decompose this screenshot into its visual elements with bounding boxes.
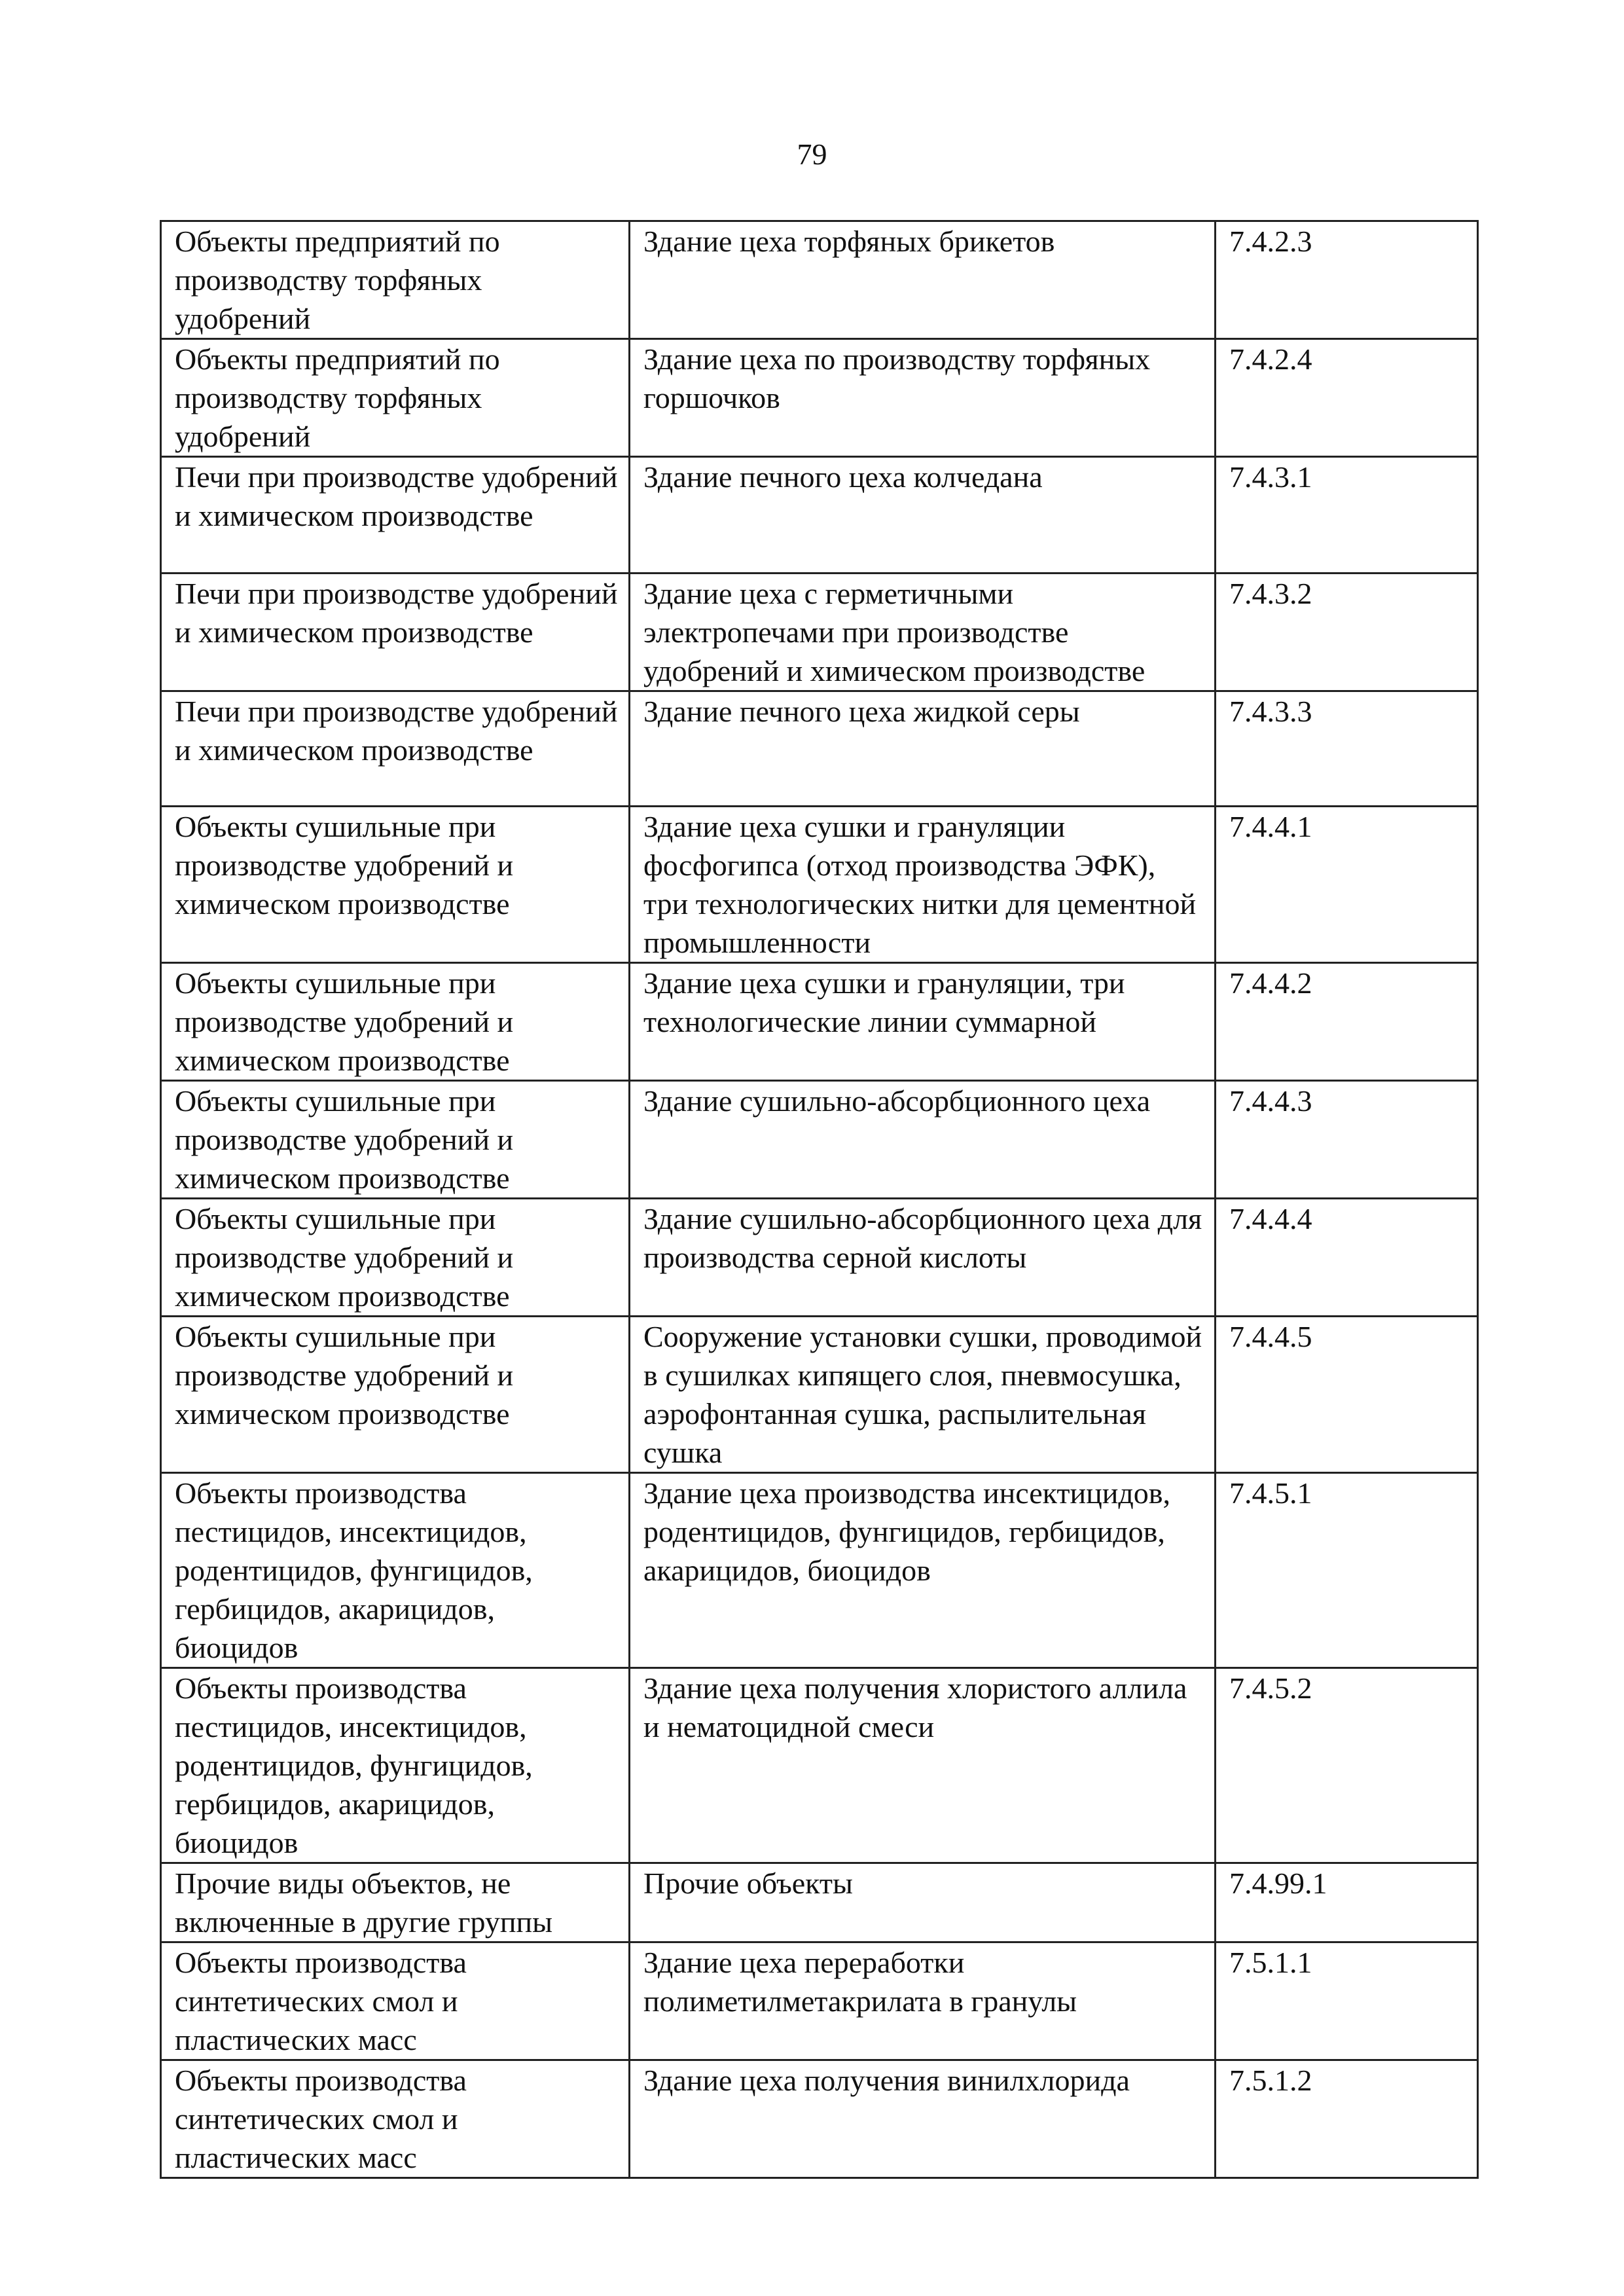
category-cell: Печи при производстве удобрений и химическом производстве bbox=[161, 691, 630, 807]
category-cell: Объекты сушильные при производстве удобрений и химическом производстве bbox=[161, 1317, 630, 1473]
category-cell: Объекты предприятий по производству торфяных удобрений bbox=[161, 221, 630, 339]
code-cell: 7.4.3.2 bbox=[1216, 574, 1478, 691]
table-row bbox=[161, 1863, 1478, 1942]
category-cell: Объекты предприятий по производству торфяных удобрений bbox=[161, 339, 630, 457]
category-cell: Объекты производства синтетических смол и пластических масс bbox=[161, 1942, 630, 2060]
table-row bbox=[161, 457, 1478, 574]
code-cell: 7.4.5.2 bbox=[1216, 1668, 1478, 1863]
code-cell: 7.4.5.1 bbox=[1216, 1473, 1478, 1668]
description-cell: Прочие объекты bbox=[630, 1863, 1216, 1942]
table-row bbox=[161, 691, 1478, 807]
table-row bbox=[161, 339, 1478, 457]
description-cell: Здание цеха сушки и грануляции, три технологические линии суммарной bbox=[630, 963, 1216, 1081]
description-cell: Здание сушильно-абсорбционного цеха bbox=[630, 1081, 1216, 1199]
category-cell: Объекты сушильные при производстве удобрений и химическом производстве bbox=[161, 1199, 630, 1317]
table-row bbox=[161, 1473, 1478, 1668]
category-cell: Объекты сушильные при производстве удобрений и химическом производстве bbox=[161, 1081, 630, 1199]
description-cell: Здание сушильно-абсорбционного цеха для производства серной кислоты bbox=[630, 1199, 1216, 1317]
description-cell: Здание печного цеха колчедана bbox=[630, 457, 1216, 574]
description-cell: Сооружение установки сушки, проводимой в сушилках кипящего слоя, пневмосушка, аэрофонтанная сушка, распылительная сушка bbox=[630, 1317, 1216, 1473]
category-cell: Объекты производства пестицидов, инсектицидов, родентицидов, фунгицидов, гербицидов, акарицидов, биоцидов bbox=[161, 1668, 630, 1863]
description-cell: Здание цеха по производству торфяных горшочков bbox=[630, 339, 1216, 457]
description-cell: Здание цеха сушки и грануляции фосфогипса (отход производства ЭФК), три технологических нитки для цементной промышленности bbox=[630, 807, 1216, 963]
code-cell: 7.4.4.1 bbox=[1216, 807, 1478, 963]
code-cell: 7.4.99.1 bbox=[1216, 1863, 1478, 1942]
table-row bbox=[161, 1199, 1478, 1317]
category-cell: Печи при производстве удобрений и химическом производстве bbox=[161, 574, 630, 691]
description-cell: Здание цеха с герметичными электропечами при производстве удобрений и химическом производстве bbox=[630, 574, 1216, 691]
code-cell: 7.4.4.2 bbox=[1216, 963, 1478, 1081]
description-cell: Здание цеха торфяных брикетов bbox=[630, 221, 1216, 339]
code-cell: 7.4.4.4 bbox=[1216, 1199, 1478, 1317]
code-cell: 7.4.4.5 bbox=[1216, 1317, 1478, 1473]
table-row bbox=[161, 574, 1478, 691]
code-cell: 7.4.3.3 bbox=[1216, 691, 1478, 807]
category-cell: Печи при производстве удобрений и химическом производстве bbox=[161, 457, 630, 574]
description-cell: Здание цеха переработки полиметилметакрилата в гранулы bbox=[630, 1942, 1216, 2060]
table-row bbox=[161, 1668, 1478, 1863]
code-cell: 7.5.1.1 bbox=[1216, 1942, 1478, 2060]
table-body bbox=[161, 221, 1478, 2178]
category-cell: Объекты сушильные при производстве удобрений и химическом производстве bbox=[161, 807, 630, 963]
code-cell: 7.4.2.4 bbox=[1216, 339, 1478, 457]
table-row bbox=[161, 1942, 1478, 2060]
description-cell: Здание цеха получения хлористого аллила и нематоцидной смеси bbox=[630, 1668, 1216, 1863]
category-cell: Объекты производства пестицидов, инсектицидов, родентицидов, фунгицидов, гербицидов, акарицидов, биоцидов bbox=[161, 1473, 630, 1668]
code-cell: 7.4.4.3 bbox=[1216, 1081, 1478, 1199]
table-row bbox=[161, 221, 1478, 339]
description-cell: Здание печного цеха жидкой серы bbox=[630, 691, 1216, 807]
page-number: 79 bbox=[797, 137, 827, 171]
description-cell: Здание цеха получения винилхлорида bbox=[630, 2060, 1216, 2178]
category-cell: Прочие виды объектов, не включенные в другие группы bbox=[161, 1863, 630, 1942]
category-cell: Объекты производства синтетических смол и пластических масс bbox=[161, 2060, 630, 2178]
code-cell: 7.4.2.3 bbox=[1216, 221, 1478, 339]
table-row bbox=[161, 1081, 1478, 1199]
category-cell: Объекты сушильные при производстве удобрений и химическом производстве bbox=[161, 963, 630, 1081]
description-cell: Здание цеха производства инсектицидов, родентицидов, фунгицидов, гербицидов, акарицидов, биоцидов bbox=[630, 1473, 1216, 1668]
table-row bbox=[161, 2060, 1478, 2178]
code-cell: 7.5.1.2 bbox=[1216, 2060, 1478, 2178]
table-row bbox=[161, 1317, 1478, 1473]
table-row bbox=[161, 963, 1478, 1081]
facility-classification-table bbox=[160, 220, 1479, 2179]
code-cell: 7.4.3.1 bbox=[1216, 457, 1478, 574]
table-row bbox=[161, 807, 1478, 963]
